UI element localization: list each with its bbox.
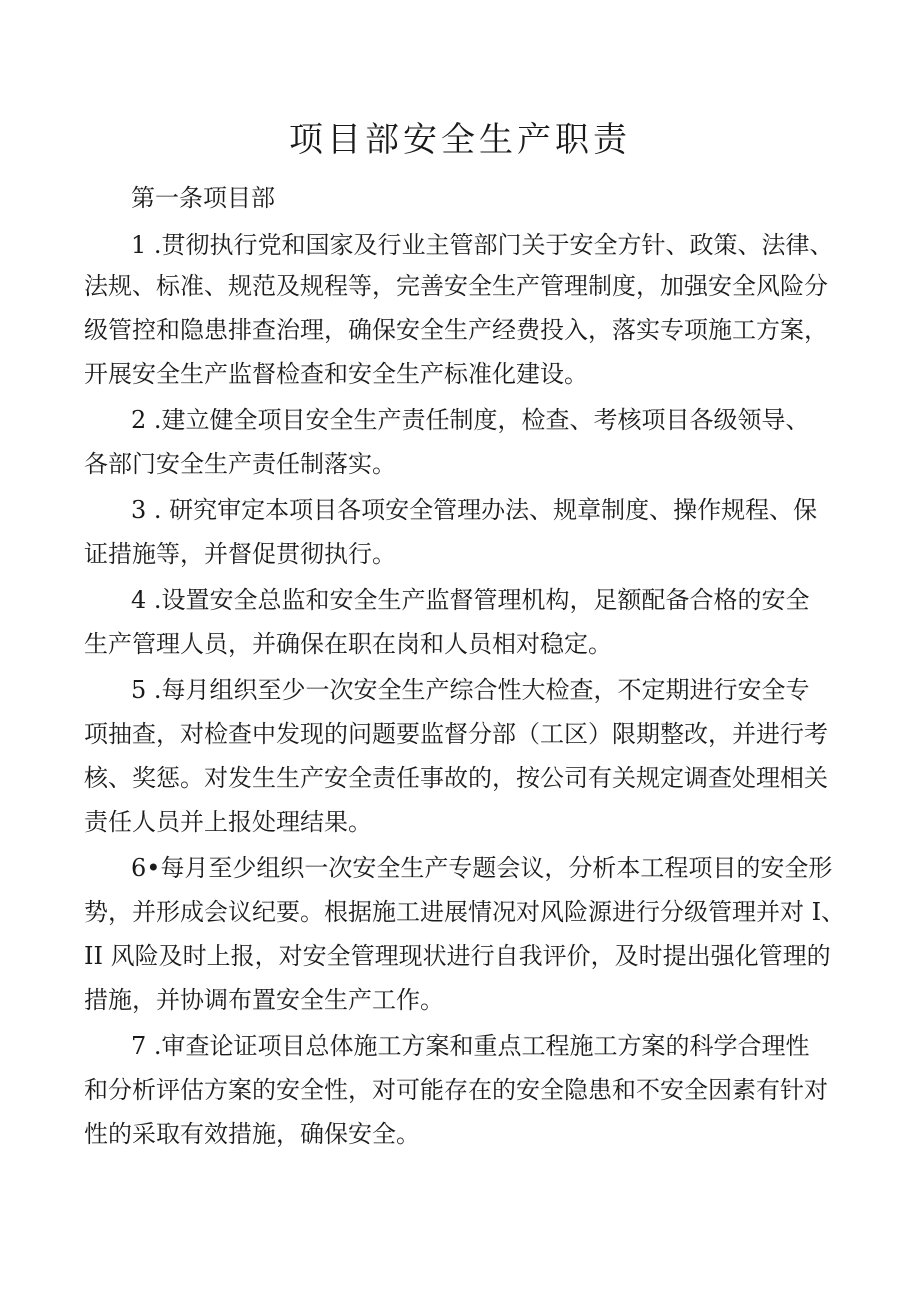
paragraph-line: 1 .贯彻执行党和国家及行业主管部门关于安全方针、政策、法律、 — [131, 231, 834, 259]
paragraph-line: 项抽查，对检查中发现的问题要监督分部（工区）限期整改，并进行考 — [84, 720, 828, 748]
paragraph-line: 开展安全生产监督检查和安全生产标准化建设。 — [84, 360, 588, 388]
paragraph-line: 责任人员并上报处理结果。 — [84, 808, 372, 836]
paragraph-line: II 风险及时上报，对安全管理现状进行自我评价，及时提出强化管理的 — [84, 942, 831, 970]
paragraph-line: 生产管理人员，并确保在职在岗和人员相对稳定。 — [84, 630, 612, 658]
paragraph-line: 性的采取有效措施，确保安全。 — [84, 1120, 420, 1148]
paragraph-line: 2 .建立健全项目安全生产责任制度，检查、考核项目各级领导、 — [131, 406, 810, 434]
paragraph-line: 4 .设置安全总监和安全生产监督管理机构，足额配备合格的安全 — [131, 586, 810, 614]
paragraph-line: 和分析评估方案的安全性，对可能存在的安全隐患和不安全因素有针对 — [84, 1076, 828, 1104]
paragraph-line: 措施，并协调布置安全生产工作。 — [84, 986, 444, 1014]
paragraph-line: 势，并形成会议纪要。根据施工进展情况对风险源进行分级管理并对 I、 — [84, 898, 846, 926]
page-title: 项目部安全生产职责 — [289, 120, 631, 160]
paragraph-line: 各部门安全生产责任制落实。 — [84, 450, 396, 478]
paragraph-line: 3 . 研究审定本项目各项安全管理办法、规章制度、操作规程、保 — [131, 496, 818, 524]
section-heading: 第一条项目部 — [131, 184, 275, 212]
paragraph-line: 5 .每月组织至少一次安全生产综合性大检查，不定期进行安全专 — [131, 676, 810, 704]
paragraph-line: 核、奖惩。对发生生产安全责任事故的，按公司有关规定调查处理相关 — [84, 764, 828, 792]
paragraph-line: 7 .审查论证项目总体施工方案和重点工程施工方案的科学合理性 — [131, 1032, 810, 1060]
paragraph-line: 6•每月至少组织一次安全生产专题会议，分析本工程项目的安全形 — [131, 854, 833, 882]
paragraph-line: 级管控和隐患排查治理，确保安全生产经费投入，落实专项施工方案， — [84, 316, 828, 344]
paragraph-line: 法规、标准、规范及规程等，完善安全生产管理制度，加强安全风险分 — [84, 272, 828, 300]
paragraph-line: 证措施等，并督促贯彻执行。 — [84, 540, 396, 568]
